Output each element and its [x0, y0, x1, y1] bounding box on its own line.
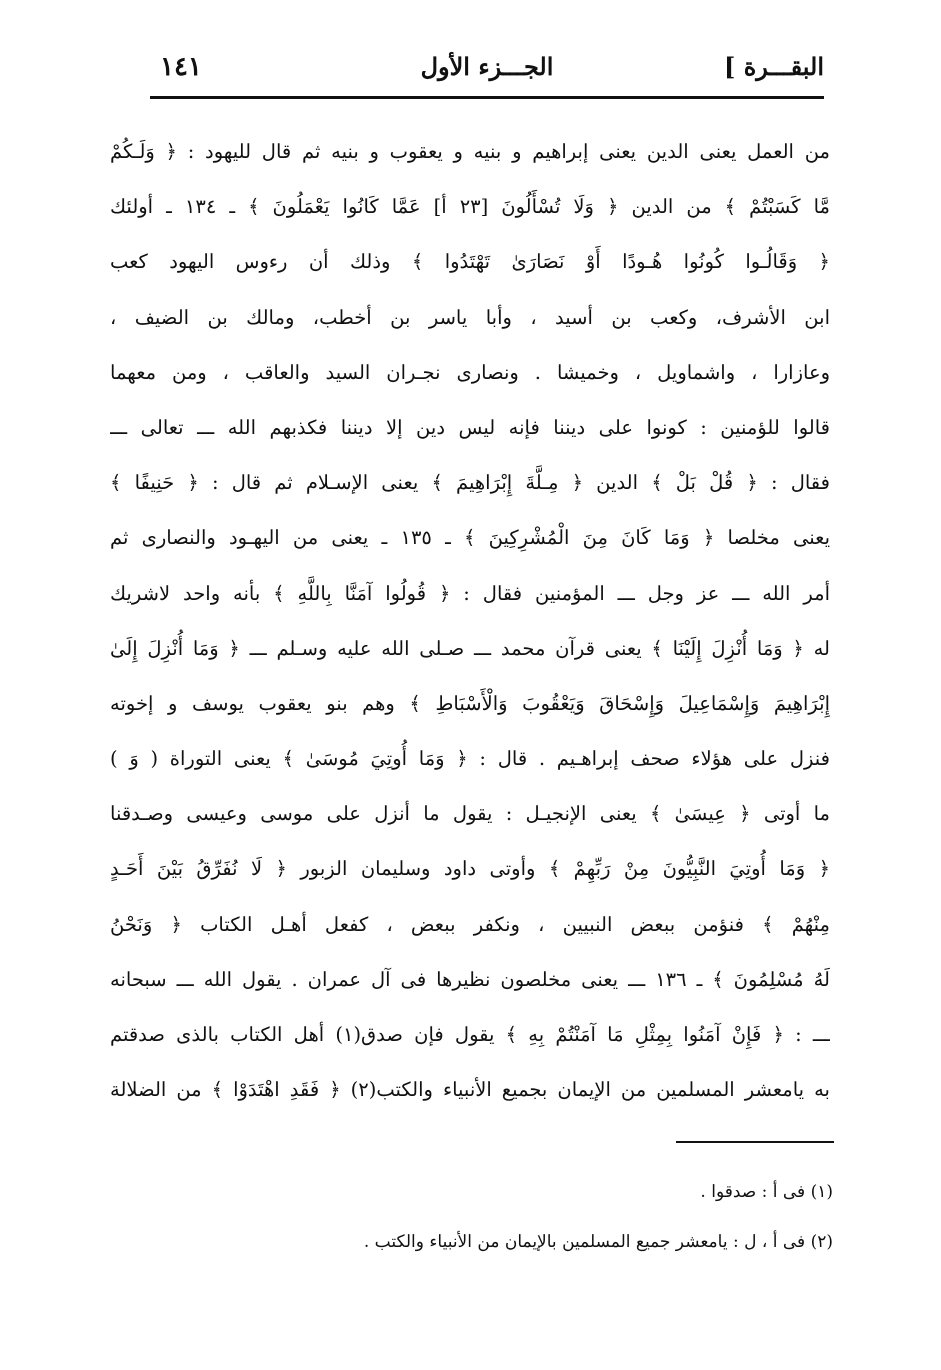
text-line: مَّا كَسَبْتُمْ ﴾ من الدين ﴿ وَلَا تُسْأَلُونَ [٢٣ أ] عَمَّا كَانُوا يَعْمَلُونَ ﴾ ـ ١٣٤ ـ أولئك: [110, 195, 830, 219]
footnote: (٢) فى أ ، ل : يامعشر جميع المسلمين بالإيمان من الأنبياء والكتب .: [363, 1232, 833, 1252]
text-line: ابن الأشرف، وكعب بن أسيد ، وأبا ياسر بن أخطب، ومالك بن الضيف ،: [110, 305, 830, 329]
footnote-rule: [676, 1141, 834, 1143]
footnote: (١) فى أ : صدقوا .: [700, 1182, 833, 1202]
text-line: ـــ : ﴿ فَإِنْ آمَنُوا بِمِثْلِ مَا آمَنْتُمْ بِهِ ﴾ يقول فإن صدق(١) أهل الكتاب بالذى صدقتم: [110, 1023, 830, 1046]
text-line: به يامعشر المسلمين من الإيمان بجميع الأنبياء والكتب(٢) ﴿ فَقَدِ اهْتَدَوْا ﴾ من الضلالة: [110, 1078, 830, 1102]
text-line: لَهُ مُسْلِمُونَ ﴾ ـ ١٣٦ ـــ يعنى مخلصون نظيرها فى آل عمران . يقول الله ـــ سبحانه: [110, 967, 830, 991]
text-line: من العمل يعنى الدين يعنى إبراهيم و بنيه و يعقوب و بنيه ثم قال لليهود : ﴿ وَلَـكُمْ: [110, 140, 830, 163]
text-line: ما أوتى ﴿ عِيسَىٰ ﴾ يعنى الإنجيـل : يقول ما أنزل على موسى وعيسى وصـدقنا: [110, 802, 830, 826]
surah-title: البقـــرة ]: [724, 52, 824, 81]
text-line: قالوا للؤمنين : كونوا على ديننا فإنه ليس دين إلا ديننا فكذبهم الله ـــ تعالى ـــ: [110, 415, 830, 439]
text-line: فقال : ﴿ قُلْ بَلْ ﴾ الدين ﴿ مِـلَّةَ إِبْرَاهِيمَ ﴾ يعنى الإسـلام ثم قال : ﴿ حَنِيفًا ﴾: [110, 471, 830, 495]
text-line: ﴿ وَمَا أُوتِيَ النَّبِيُّونَ مِنْ رَبِّهِمْ ﴾ وأوتى داود وسليمان الزبور ﴿ لَا نُفَرِّقُ بَيْنَ أَحَـدٍ: [110, 857, 830, 881]
page-header: [150, 52, 824, 98]
main-text: [110, 124, 830, 1117]
part-title: الجـــزء الأول: [420, 52, 554, 81]
text-line: فنزل على هؤلاء صحف إبراهـيم . قال : ﴿ وَمَا أُوتِيَ مُوسَىٰ ﴾ يعنى التوراة ( وَ ): [110, 747, 830, 771]
text-line: إِبْرَاهِيمَ وَإِسْمَاعِيلَ وَإِسْحَاقَ وَيَعْقُوبَ وَالْأَسْبَاطِ ﴾ وهم بنو يعقوب يوسف و إخوته: [110, 691, 830, 715]
text-line: ﴿ وَقَالُـوا كُونُوا هُـودًا أَوْ نَصَارَىٰ تَهْتَدُوا ﴾ وذلك أن رءوس اليهود كعب: [110, 250, 830, 274]
text-line: أمر الله ـــ عز وجل ـــ المؤمنين فقال : ﴿ قُولُوا آمَنَّا بِاللَّهِ ﴾ بأنه واحد لاشريك: [110, 581, 830, 605]
text-line: له ﴿ وَمَا أُنْزِلَ إِلَيْنَا ﴾ يعنى قرآن محمد ـــ صـلى الله عليه وسـلم ـــ ﴿ وَمَا أُنْزِلَ إِلَىٰ: [110, 636, 830, 660]
text-line: مِنْهُمْ ﴾ فنؤمن ببعض النبيين ، ونكفر ببعض ، كفعل أهـل الكتاب ﴿ وَنَحْنُ: [110, 912, 830, 936]
text-line: وعازارا ، واشماويل ، وخميشا . ونصارى نجـران السيد والعاقب ، ومن معهما: [110, 360, 830, 384]
footnotes: [273, 1172, 833, 1272]
header-rule: [150, 96, 824, 99]
page-number: ١٤١: [160, 52, 202, 82]
text-line: يعنى مخلصا ﴿ وَمَا كَانَ مِنَ الْمُشْرِكِينَ ﴾ ـ ١٣٥ ـ يعنى من اليهـود والنصارى ثم: [110, 526, 830, 550]
